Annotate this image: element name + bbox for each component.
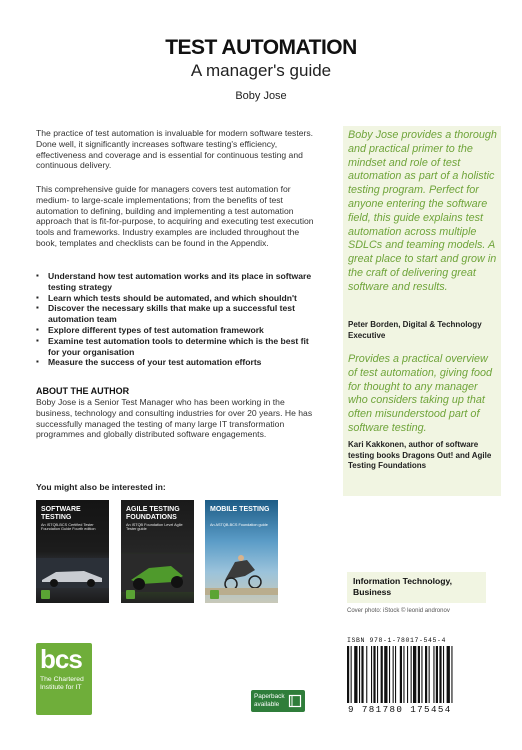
paperback-label: Paperback available [254, 693, 285, 708]
description-paragraph: This comprehensive guide for managers covers test automation for medium- to large-scale implementations; from the benefits of test automation to defining, building and implementing a test automation approach that is fit-for-purpose, to acquiring and executing test execution tools and frameworks. Industry examples are included throughout the book, templates and checklists can be found in the Appendix. [36, 184, 314, 248]
list-item: ▪ Explore different types of test automation framework [36, 325, 314, 336]
category-label: Information Technology, Business [347, 572, 486, 603]
about-author-text: Boby Jose is a Senior Test Manager who has been working in the business, technology and consulting industries for over 20 years. He has successfully managed the testing of many large IT transformation programmes and globally distributed software engagements. [36, 397, 313, 440]
racing-car-image [36, 558, 109, 588]
key-points-list [36, 271, 314, 368]
book-author: Boby Jose [235, 90, 287, 102]
list-item: ▪ Understand how test automation works and its place in software testing strategy [36, 271, 314, 293]
paperback-badge [251, 690, 305, 712]
book-cover-title: MOBILE TESTING [210, 506, 270, 513]
bcs-mini-logo [210, 590, 219, 599]
book-cover-subtitle: An ASTQB-BCS Foundation guide [210, 523, 268, 527]
list-item: ▪ Measure the success of your test automation efforts [36, 357, 314, 368]
list-item: ▪ Examine test automation tools to determine which is the best fit for your organisation [36, 336, 314, 358]
endorsement-quote: Boby Jose provides a thorough and practical primer to the mindset and role of test automation as part of a holistic testing program. Perfect for anyone entering the software field, this guide explains test automation across multiple SDLCs and teaming models. A great place to start and grow in the craft of delivering great software and results. [348, 129, 497, 293]
bcs-mini-logo [41, 590, 50, 599]
related-book-cover[interactable] [36, 500, 109, 603]
cover-photo-credit: Cover photo: iStock © leonid andronov [347, 608, 450, 614]
related-books-heading: You might also be interested in: [36, 482, 166, 492]
book-subtitle: A manager's guide [190, 61, 332, 80]
list-item: ▪ Discover the necessary skills that make up a successful test automation team [36, 303, 314, 325]
intro-paragraph: The practice of test automation is invaluable for modern software testers. Done well, it significantly increases software testing's efficiency, effectiveness and coverage and is essential for continuous testing and continuous delivery. [36, 128, 314, 171]
related-book-cover[interactable] [205, 500, 278, 603]
bcs-logo-text: bcs [40, 644, 82, 674]
endorsement-attribution: Kari Kakkonen, author of software testing books Dragons Out! and Agile Testing Foundations [348, 440, 492, 470]
book-cover-title: AGILE TESTING FOUNDATIONS [126, 506, 180, 521]
motorbike-image [121, 554, 194, 592]
bcs-tagline: The Chartered Institute for IT [40, 676, 84, 691]
bmx-rider-image [205, 540, 278, 595]
endorsement-attribution: Peter Borden, Digital & Technology Executive [348, 320, 482, 340]
about-author-heading: ABOUT THE AUTHOR [36, 386, 130, 396]
book-icon [288, 694, 302, 708]
book-cover-subtitle: An ISTQB Foundation Level Agile Tester guide [126, 523, 183, 532]
bcs-mini-logo [126, 590, 135, 599]
list-item: ▪ Learn which tests should be automated, and which shouldn't [36, 293, 314, 304]
related-book-cover[interactable] [121, 500, 194, 603]
book-cover-subtitle: An ISTQB-BCS Certified Tester Foundation Guide Fourth edition [41, 523, 96, 532]
endorsement-quote: Provides a practical overview of test automation, giving food for thought to any manager who considers taking up that often misunderstood part of software testing. [348, 353, 493, 434]
isbn-text: ISBN 978-1-78017-545-4 [347, 637, 447, 644]
bcs-logo [36, 643, 92, 715]
book-cover-title: SOFTWARE TESTING [41, 506, 81, 521]
book-title: TEST AUTOMATION [165, 36, 357, 59]
barcode-digits: 9 781780 175454 [348, 704, 452, 715]
barcode-image [347, 646, 489, 703]
